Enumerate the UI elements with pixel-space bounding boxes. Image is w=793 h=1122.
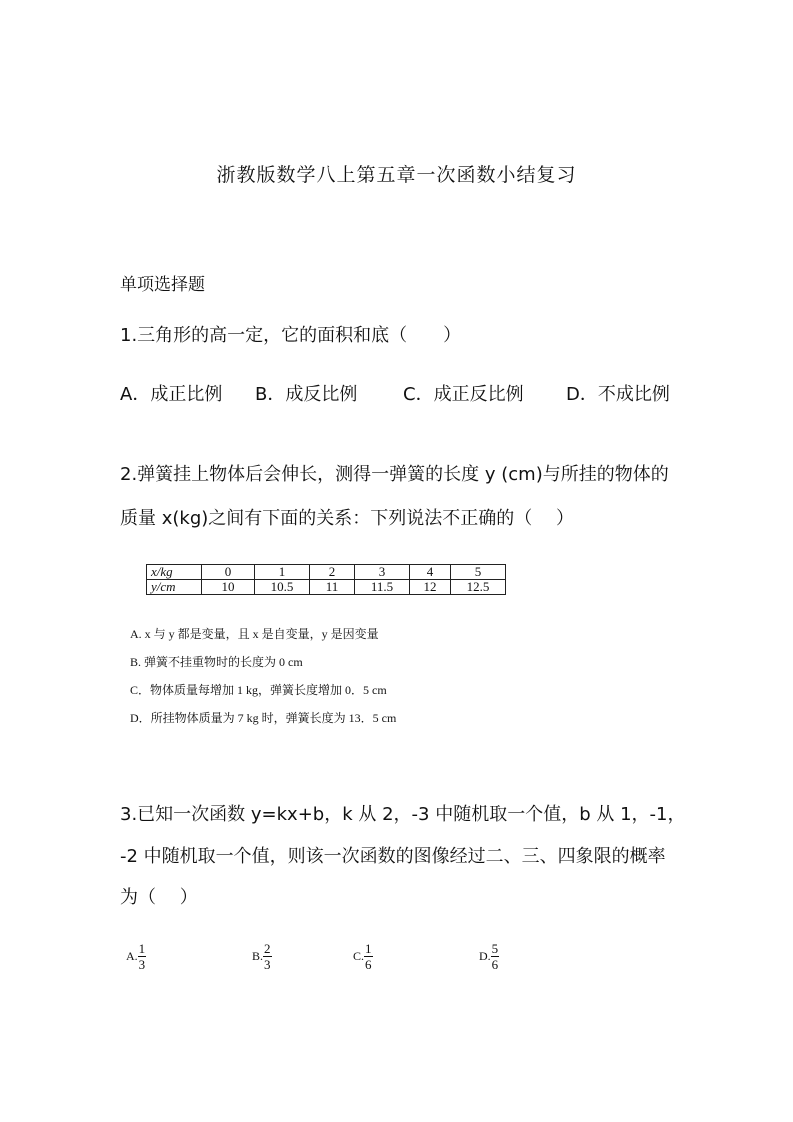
question-2-line-1: 2.弹簧挂上物体后会伸长，测得一弹簧的长度 y (cm)与所挂的物体的: [120, 464, 669, 485]
table-cell: 12: [410, 580, 451, 595]
question-2-option-b: B. 弹簧不挂重物时的长度为 0 cm: [130, 655, 303, 669]
question-2-option-d: D．所挂物体质量为 7 kg 时，弹簧长度为 13．5 cm: [130, 711, 397, 725]
table-header-y: y/cm: [147, 580, 202, 595]
question-1-option-b: B．成反比例: [255, 384, 358, 405]
table-row-x: [147, 565, 506, 580]
question-1-option-d: D．不成比例: [566, 384, 670, 405]
question-2-option-c: C．物体质量每增加 1 kg，弹簧长度增加 0．5 cm: [130, 683, 387, 697]
question-3-line-1: 3.已知一次函数 y=kx+b，k 从 2，-3 中随机取一个值，b 从 1，-1，: [120, 804, 686, 825]
question-3-option-a: [126, 942, 146, 971]
table-row-y: [147, 580, 506, 595]
table-cell: 11.5: [355, 580, 410, 595]
spring-data-table: [146, 564, 506, 595]
document-title: 浙教版数学八上第五章一次函数小结复习: [216, 164, 577, 186]
question-3-option-c: [353, 942, 373, 971]
table-cell: 0: [202, 565, 255, 580]
table-cell: 4: [410, 565, 451, 580]
table-cell: 2: [310, 565, 355, 580]
numerator: 2: [264, 941, 271, 956]
fraction: [364, 942, 373, 971]
question-3-option-b: [252, 942, 272, 971]
numerator: 1: [365, 941, 372, 956]
denominator: 3: [138, 957, 146, 972]
table-cell: 1: [255, 565, 310, 580]
option-label: C.: [353, 949, 365, 963]
section-heading: 单项选择题: [120, 275, 205, 295]
table-header-x: x/kg: [147, 565, 202, 580]
table-cell: 10.5: [255, 580, 310, 595]
fraction: [138, 942, 147, 971]
numerator: 5: [491, 941, 499, 956]
question-1-text: 1.三角形的高一定，它的面积和底（ ）: [120, 325, 462, 346]
option-label: B.: [252, 949, 264, 963]
denominator: 6: [365, 957, 372, 972]
table-cell: 10: [202, 580, 255, 595]
option-label: D.: [479, 949, 491, 963]
table-cell: 11: [310, 580, 355, 595]
question-3-line-2: -2 中随机取一个值，则该一次函数的图像经过二、三、四象限的概率: [120, 846, 666, 867]
table-cell: 3: [355, 565, 410, 580]
numerator: 1: [138, 941, 146, 956]
table-cell: 12.5: [451, 580, 506, 595]
table-cell: 5: [451, 565, 506, 580]
option-label: A.: [126, 949, 138, 963]
fraction: [263, 942, 272, 971]
question-1-option-c: C．成正反比例: [403, 384, 524, 405]
question-2-option-a: A. x 与 y 都是变量，且 x 是自变量，y 是因变量: [130, 627, 379, 641]
denominator: 6: [491, 957, 499, 972]
question-1-option-a: A．成正比例: [120, 384, 223, 405]
question-2-line-2: 质量 x(kg)之间有下面的关系：下列说法不正确的（ ）: [120, 508, 574, 529]
denominator: 3: [264, 957, 271, 972]
question-3-line-3: 为（ ）: [120, 887, 198, 908]
fraction: [491, 942, 500, 971]
question-3-option-d: [479, 942, 499, 971]
